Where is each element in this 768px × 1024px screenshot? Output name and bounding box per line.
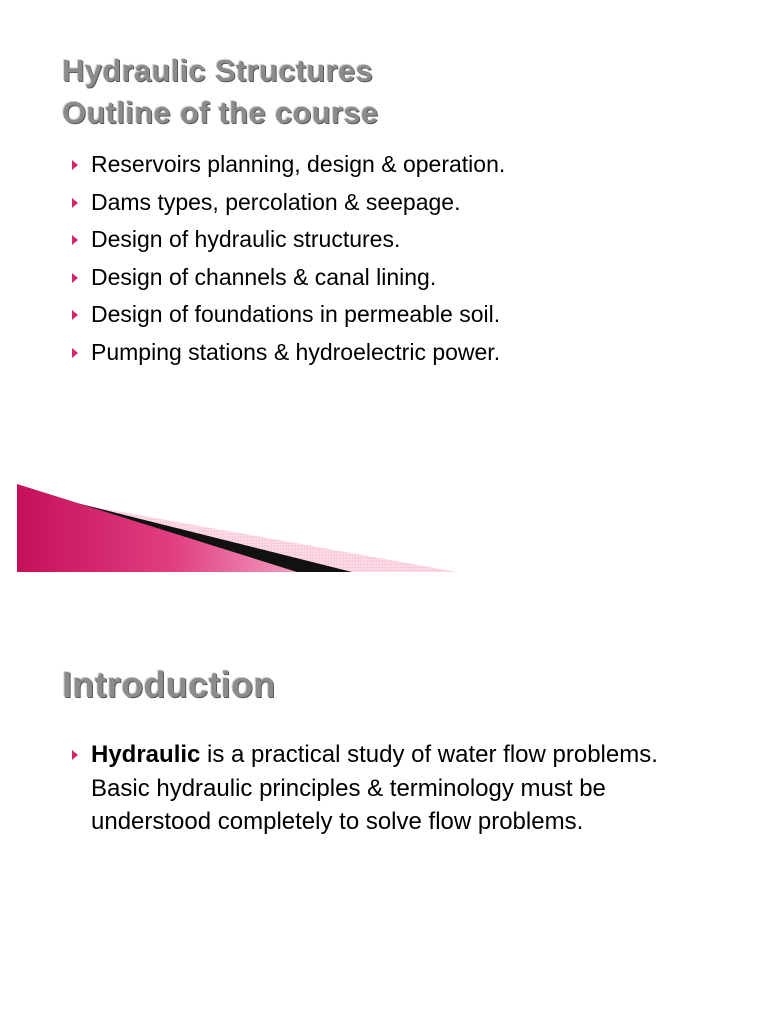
triangle-right-icon <box>72 273 78 283</box>
bullet-text: Design of foundations in permeable soil. <box>91 301 501 328</box>
triangle-right-icon <box>72 348 78 358</box>
course-outline-list <box>70 146 730 372</box>
bullet-text: Pumping stations & hydroelectric power. <box>91 338 501 365</box>
triangle-right-icon <box>72 750 78 760</box>
triangle-right-icon <box>72 310 78 320</box>
slide-title <box>62 50 378 134</box>
decorative-wedge-graphic <box>17 484 457 574</box>
slide-title: Introduction <box>62 664 276 705</box>
list-item <box>70 259 730 297</box>
triangle-right-icon <box>72 198 78 208</box>
list-item <box>70 738 720 839</box>
introduction-list <box>70 738 720 839</box>
bullet-text: is a practical study of water flow problems. Basic hydraulic principles & terminology must be understood completely to solve flow problems. <box>91 741 658 835</box>
title-line-2: Outline of the course <box>62 95 379 130</box>
list-item <box>70 184 730 222</box>
bullet-text: Reservoirs planning, design & operation. <box>91 151 506 177</box>
triangle-right-icon <box>72 235 78 245</box>
list-item <box>70 221 730 259</box>
bullet-text: Dams types, percolation & seepage. <box>91 188 461 215</box>
bold-term: Hydraulic <box>91 741 201 768</box>
bullet-text: Design of channels & canal lining. <box>91 263 437 290</box>
list-item <box>70 334 730 372</box>
title-line-1: Hydraulic Structures <box>62 53 373 88</box>
list-item <box>70 296 730 334</box>
list-item <box>70 146 730 184</box>
bullet-text: Design of hydraulic structures. <box>91 226 401 253</box>
triangle-right-icon <box>72 160 78 170</box>
slide-introduction <box>0 600 768 1024</box>
